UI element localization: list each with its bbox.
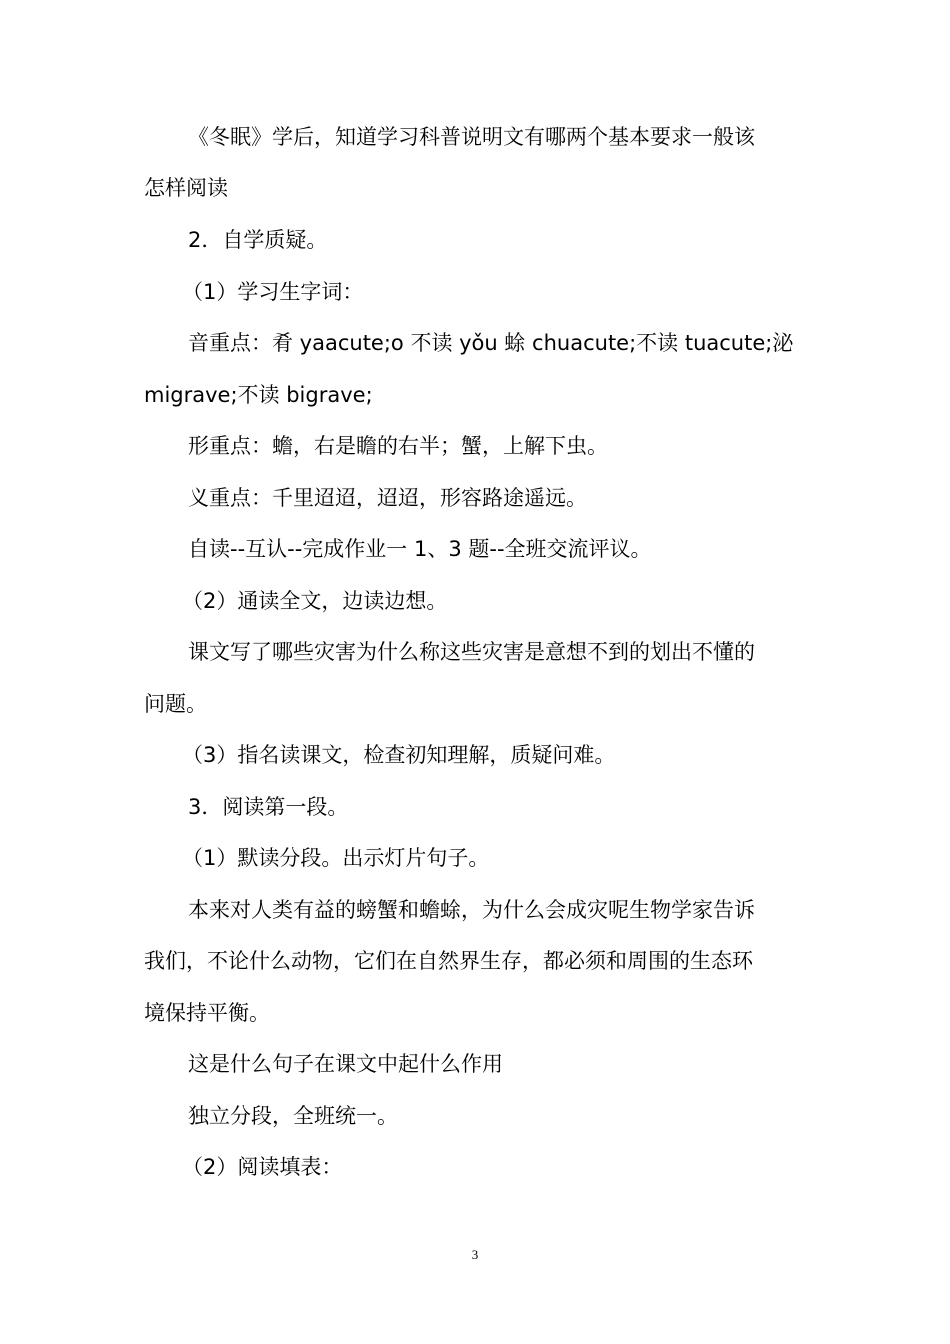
text-line: 课文写了哪些灾害为什么称这些灾害是意想不到的划出不懂的	[188, 640, 755, 664]
page-number: 3	[471, 1247, 479, 1262]
text-line: 独立分段，全班统一。	[188, 1104, 398, 1128]
text-line: 3．阅读第一段。	[188, 795, 349, 819]
text-line: 怎样阅读	[144, 176, 228, 200]
text-line: 本来对人类有益的螃蟹和蟾蜍，为什么会成灾呢生物学家告诉	[188, 898, 755, 922]
text-line: 《冬眠》学后，知道学习科普说明文有哪两个基本要求一般该	[188, 125, 755, 149]
text-line: 问题。	[144, 692, 207, 716]
text-line: 自读--互认--完成作业一 1、3 题--全班交流评议。	[188, 537, 652, 561]
text-line: 音重点：肴 yaacute;o 不读 yǒu 蜍 chuacute;不读 tuacute;泌	[188, 331, 794, 355]
text-line: 我们，不论什么动物，它们在自然界生存，都必须和周围的生态环	[144, 949, 753, 973]
text-line: （2）通读全文，边读边想。	[182, 589, 448, 613]
text-line: 2．自学质疑。	[188, 228, 328, 252]
text-line: 这是什么句子在课文中起什么作用	[188, 1052, 503, 1076]
text-line: （3）指名读课文，检查初知理解，质疑问难。	[182, 743, 616, 767]
text-line: 形重点：蟾，右是瞻的右半；蟹，上解下虫。	[188, 434, 608, 458]
text-line: （1）学习生字词：	[182, 280, 364, 304]
text-line: migrave;不读 bigrave;	[144, 383, 373, 407]
text-line: 境保持平衡。	[144, 1001, 270, 1025]
text-line: （1）默读分段。出示灯片句子。	[182, 846, 490, 870]
text-line: （2）阅读填表：	[182, 1155, 343, 1179]
text-line: 义重点：千里迢迢，迢迢，形容路途遥远。	[188, 486, 587, 510]
